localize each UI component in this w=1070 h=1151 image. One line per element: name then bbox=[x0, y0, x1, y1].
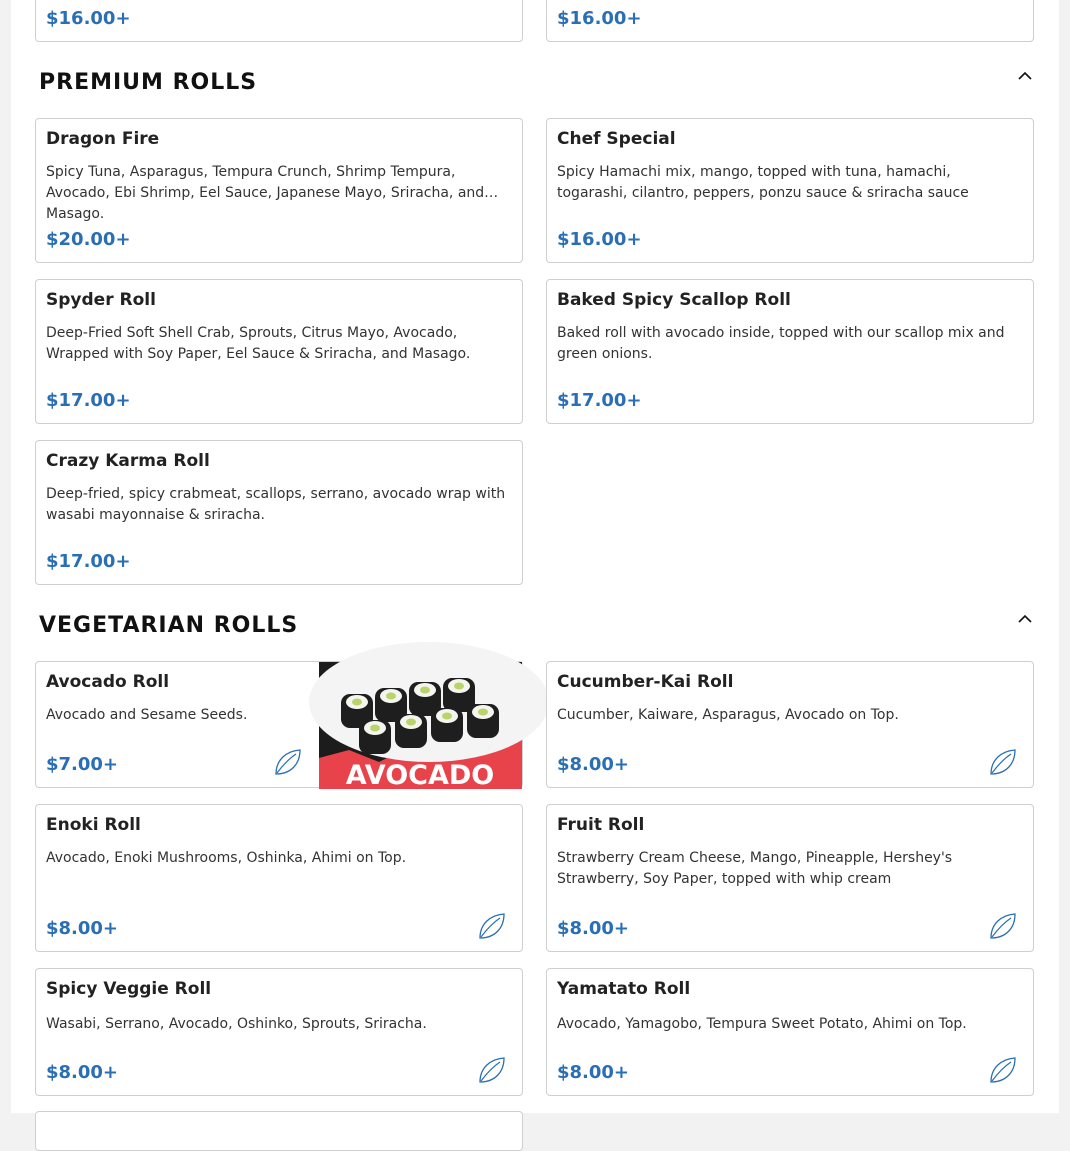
item-description: Deep-Fried Soft Shell Crab, Sprouts, Citrus Mayo, Avocado, Wrapped with Soy Paper, Eel Sauce & Sriracha, and Masago. bbox=[46, 325, 471, 362]
menu-item-card[interactable] bbox=[35, 279, 523, 424]
menu-item-card[interactable] bbox=[35, 0, 523, 42]
item-description: Avocado, Yamagobo, Tempura Sweet Potato, Ahimi on Top. bbox=[557, 1016, 967, 1032]
menu-item-card[interactable] bbox=[35, 1111, 523, 1151]
item-price: $17.00+ bbox=[46, 551, 131, 572]
leaf-icon bbox=[272, 746, 304, 778]
item-price: $17.00+ bbox=[557, 390, 642, 411]
item-description: Avocado, Enoki Mushrooms, Oshinka, Ahimi on Top. bbox=[46, 850, 407, 866]
menu-item-card[interactable] bbox=[35, 661, 523, 791]
item-description: Spicy Hamachi mix, mango, topped with tuna, hamachi, togarashi, cilantro, peppers, ponzu sauce & sriracha sauce bbox=[557, 164, 969, 201]
item-price: $8.00+ bbox=[46, 918, 119, 939]
leaf-icon bbox=[987, 910, 1019, 942]
menu-item-card[interactable] bbox=[546, 804, 1034, 952]
item-description: Deep-fried, spicy crabmeat, scallops, serrano, avocado wrap with wasabi mayonnaise & sriracha. bbox=[46, 486, 506, 523]
section-title-premium-rolls: PREMIUM ROLLS bbox=[39, 70, 258, 95]
item-name: Chef Special bbox=[557, 129, 676, 149]
item-price: $8.00+ bbox=[557, 754, 630, 775]
chevron-up-icon[interactable] bbox=[1017, 611, 1033, 627]
item-description: Wasabi, Serrano, Avocado, Oshinko, Sprouts, Sriracha. bbox=[46, 1016, 427, 1032]
item-name: Enoki Roll bbox=[46, 815, 141, 835]
leaf-icon bbox=[987, 1054, 1019, 1086]
item-price: $16.00+ bbox=[557, 229, 642, 250]
item-price: $8.00+ bbox=[557, 918, 630, 939]
item-price: $8.00+ bbox=[557, 1062, 630, 1083]
menu-item-card[interactable] bbox=[546, 0, 1034, 42]
leaf-icon bbox=[476, 1054, 508, 1086]
menu-item-card[interactable] bbox=[546, 968, 1034, 1096]
avocado-roll-photo bbox=[319, 662, 522, 789]
menu-item-card[interactable] bbox=[546, 279, 1034, 424]
item-name: Dragon Fire bbox=[46, 129, 160, 149]
menu-item-card[interactable] bbox=[546, 661, 1034, 788]
item-price: $16.00+ bbox=[46, 8, 131, 29]
item-description: Avocado and Sesame Seeds. bbox=[46, 707, 248, 723]
item-description: Strawberry Cream Cheese, Mango, Pineapple, Hershey's Strawberry, Soy Paper, topped with whip cream bbox=[557, 850, 953, 887]
menu-item-card[interactable] bbox=[35, 968, 523, 1096]
item-description: Baked roll with avocado inside, topped with our scallop mix and green onions. bbox=[557, 325, 1005, 362]
section-title-vegetarian-rolls: VEGETARIAN ROLLS bbox=[39, 613, 299, 638]
menu-item-card[interactable] bbox=[35, 804, 523, 952]
item-description: Cucumber, Kaiware, Asparagus, Avocado on Top. bbox=[557, 707, 899, 723]
item-name: Avocado Roll bbox=[46, 672, 170, 692]
item-name: Crazy Karma Roll bbox=[46, 451, 210, 471]
menu-item-card[interactable] bbox=[546, 118, 1034, 263]
item-price: $17.00+ bbox=[46, 390, 131, 411]
item-name: Baked Spicy Scallop Roll bbox=[557, 290, 791, 310]
menu-item-card[interactable] bbox=[35, 440, 523, 585]
leaf-icon bbox=[987, 746, 1019, 778]
item-name: Spicy Veggie Roll bbox=[46, 979, 212, 999]
menu-item-card[interactable] bbox=[35, 118, 523, 263]
item-description: Spicy Tuna, Asparagus, Tempura Crunch, Shrimp Tempura, Avocado, Ebi Shrimp, Eel Sauce, Japanese Mayo, Sriracha, and Masago. bbox=[46, 164, 485, 222]
item-image bbox=[319, 662, 522, 791]
leaf-icon bbox=[476, 910, 508, 942]
item-name: Cucumber-Kai Roll bbox=[557, 672, 734, 692]
item-price: $16.00+ bbox=[557, 8, 642, 29]
item-name: Fruit Roll bbox=[557, 815, 645, 835]
menu-page bbox=[11, 0, 1059, 1113]
image-caption: AVOCADO bbox=[345, 760, 495, 791]
item-price: $8.00+ bbox=[46, 1062, 119, 1083]
item-name: Yamatato Roll bbox=[557, 979, 691, 999]
item-price: $7.00+ bbox=[46, 754, 119, 775]
chevron-up-icon[interactable] bbox=[1017, 68, 1033, 84]
item-price: $20.00+ bbox=[46, 229, 131, 250]
item-name: Spyder Roll bbox=[46, 290, 156, 310]
